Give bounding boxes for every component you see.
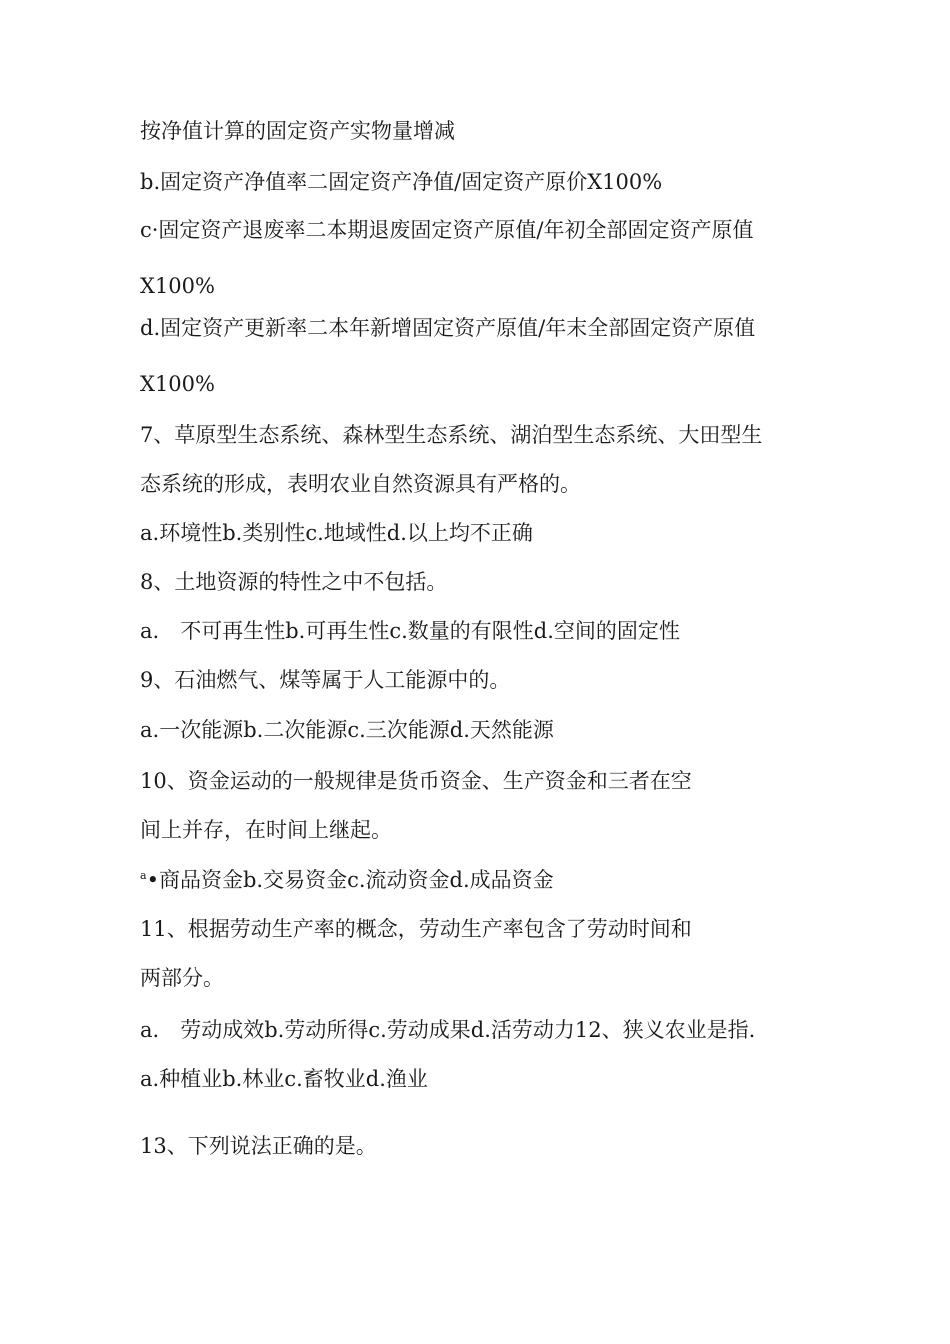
option-prefix: a [140, 869, 147, 882]
question-9-line: 9、石油燃气、煤等属于人工能源中的。 [140, 668, 511, 692]
text-line: 间上并存，在时间上继起。 [140, 818, 392, 842]
text-line: 按净值计算的固定资产实物量增减 [140, 119, 455, 143]
question-11-line: 11、根据劳动生产率的概念，劳动生产率包含了劳动时间和 [140, 917, 692, 941]
options-line: a. 不可再生性b.可再生性c.数量的有限性d.空间的固定性 [140, 619, 680, 643]
question-10-line: 10、资金运动的一般规律是货币资金、生产资金和三者在空 [140, 769, 692, 793]
text-line: b.固定资产净值率二固定资产净值/固定资产原价X100% [140, 170, 663, 194]
options-line: a.环境性b.类别性c.地域性d.以上均不正确 [140, 521, 533, 545]
question-13-line: 13、下列说法正确的是。 [140, 1134, 377, 1158]
text-line: 态系统的形成，表明农业自然资源具有严格的。 [140, 472, 581, 496]
options-line: a.种植业b.林业c.畜牧业d.渔业 [140, 1067, 428, 1091]
options-line: a. 劳动成效b.劳动所得c.劳动成果d.活劳动力12、狭义农业是指. [140, 1018, 756, 1042]
options-text: •商品资金b.交易资金c.流动资金d.成品资金 [146, 868, 554, 892]
options-line [140, 866, 554, 894]
options-line: a.一次能源b.二次能源c.三次能源d.天然能源 [140, 718, 554, 742]
text-line: X100% [140, 274, 215, 298]
text-line: d.固定资产更新率二本年新增固定资产原值/年末全部固定资产原值 [140, 316, 756, 340]
question-8-line: 8、土地资源的特性之中不包括。 [140, 570, 448, 594]
text-line: 两部分。 [140, 966, 224, 990]
question-7-line: 7、草原型生态系统、森林型生态系统、湖泊型生态系统、大田型生 [140, 423, 763, 447]
text-line: X100% [140, 372, 215, 396]
text-line: c·固定资产退废率二本期退废固定资产原值/年初全部固定资产原值 [140, 218, 754, 242]
